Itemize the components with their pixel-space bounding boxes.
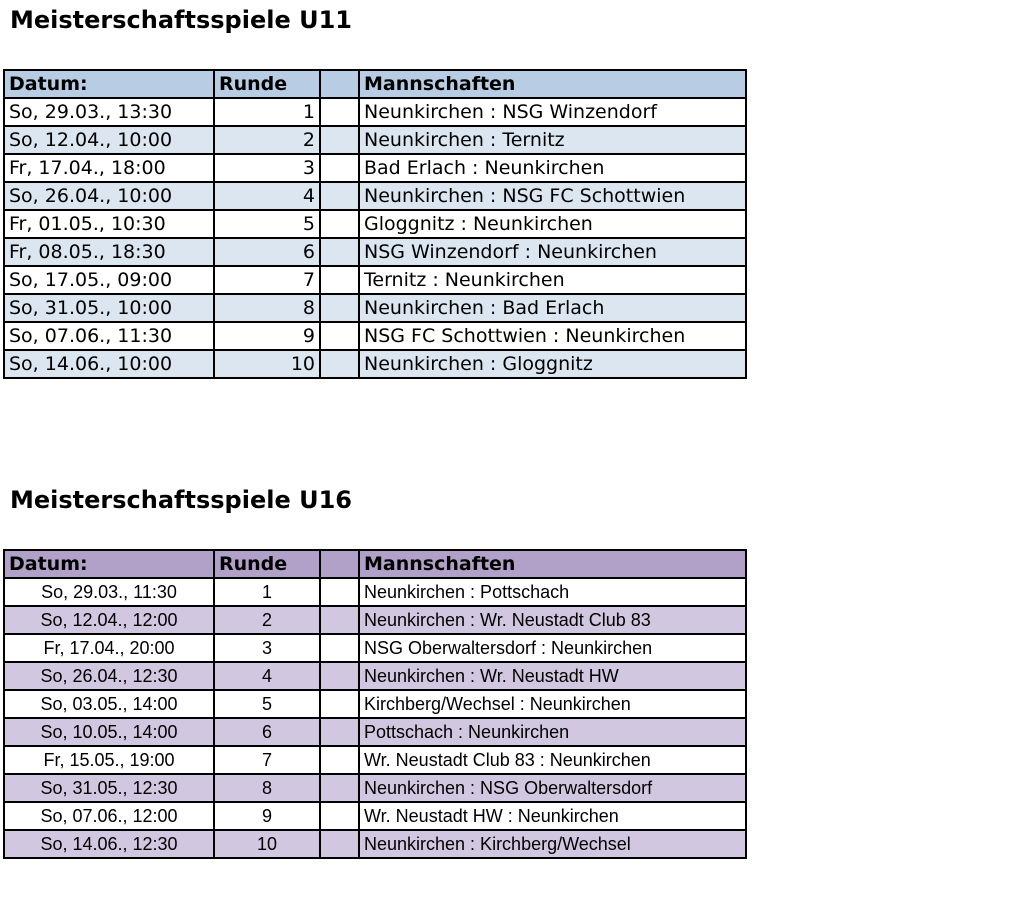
round-cell: 3 xyxy=(214,634,320,662)
header-round: Runde xyxy=(214,550,320,578)
blank-cell xyxy=(320,238,359,266)
table-row xyxy=(4,210,746,238)
teams-cell: Neunkirchen : Gloggnitz xyxy=(359,350,746,378)
date-cell: So, 03.05., 14:00 xyxy=(4,690,214,718)
round-cell: 7 xyxy=(214,746,320,774)
round-cell: 6 xyxy=(214,238,320,266)
header-date: Datum: xyxy=(4,70,214,98)
round-cell: 5 xyxy=(214,690,320,718)
header-date: Datum: xyxy=(4,550,214,578)
date-cell: So, 12.04., 12:00 xyxy=(4,606,214,634)
blank-cell xyxy=(320,182,359,210)
blank-cell xyxy=(320,606,359,634)
round-cell: 9 xyxy=(214,802,320,830)
date-cell: Fr, 01.05., 10:30 xyxy=(4,210,214,238)
blank-cell xyxy=(320,634,359,662)
u16-title: Meisterschaftsspiele U16 xyxy=(10,486,352,514)
teams-cell: Neunkirchen : NSG Oberwaltersdorf xyxy=(359,774,746,802)
table-row xyxy=(4,718,746,746)
round-cell: 8 xyxy=(214,294,320,322)
date-cell: So, 29.03., 11:30 xyxy=(4,578,214,606)
date-cell: Fr, 08.05., 18:30 xyxy=(4,238,214,266)
teams-cell: Neunkirchen : Wr. Neustadt HW xyxy=(359,662,746,690)
teams-cell: Neunkirchen : NSG FC Schottwien xyxy=(359,182,746,210)
blank-cell xyxy=(320,802,359,830)
round-cell: 2 xyxy=(214,126,320,154)
date-cell: So, 26.04., 10:00 xyxy=(4,182,214,210)
round-cell: 8 xyxy=(214,774,320,802)
teams-cell: NSG Winzendorf : Neunkirchen xyxy=(359,238,746,266)
teams-cell: NSG FC Schottwien : Neunkirchen xyxy=(359,322,746,350)
table-row xyxy=(4,126,746,154)
round-cell: 6 xyxy=(214,718,320,746)
date-cell: So, 31.05., 10:00 xyxy=(4,294,214,322)
blank-cell xyxy=(320,718,359,746)
table-row xyxy=(4,350,746,378)
date-cell: So, 07.06., 12:00 xyxy=(4,802,214,830)
header-teams: Mannschaften xyxy=(359,70,746,98)
teams-cell: Wr. Neustadt HW : Neunkirchen xyxy=(359,802,746,830)
date-cell: So, 07.06., 11:30 xyxy=(4,322,214,350)
teams-cell: Wr. Neustadt Club 83 : Neunkirchen xyxy=(359,746,746,774)
teams-cell: Neunkirchen : Wr. Neustadt Club 83 xyxy=(359,606,746,634)
table-header-row xyxy=(4,550,746,578)
header-blank xyxy=(320,550,359,578)
blank-cell xyxy=(320,830,359,858)
date-cell: So, 14.06., 10:00 xyxy=(4,350,214,378)
blank-cell xyxy=(320,746,359,774)
u16-schedule-table xyxy=(3,549,747,859)
header-blank xyxy=(320,70,359,98)
date-cell: So, 31.05., 12:30 xyxy=(4,774,214,802)
date-cell: So, 10.05., 14:00 xyxy=(4,718,214,746)
u16-rows xyxy=(4,578,746,858)
table-row xyxy=(4,578,746,606)
table-row xyxy=(4,238,746,266)
blank-cell xyxy=(320,662,359,690)
date-cell: So, 26.04., 12:30 xyxy=(4,662,214,690)
date-cell: So, 17.05., 09:00 xyxy=(4,266,214,294)
table-row xyxy=(4,830,746,858)
round-cell: 7 xyxy=(214,266,320,294)
table-row xyxy=(4,182,746,210)
table-row xyxy=(4,634,746,662)
u11-schedule-table xyxy=(3,69,747,379)
round-cell: 10 xyxy=(214,350,320,378)
teams-cell: Neunkirchen : Pottschach xyxy=(359,578,746,606)
blank-cell xyxy=(320,266,359,294)
round-cell: 9 xyxy=(214,322,320,350)
table-row xyxy=(4,266,746,294)
teams-cell: Neunkirchen : Kirchberg/Wechsel xyxy=(359,830,746,858)
date-cell: So, 29.03., 13:30 xyxy=(4,98,214,126)
header-teams: Mannschaften xyxy=(359,550,746,578)
blank-cell xyxy=(320,690,359,718)
date-cell: So, 14.06., 12:30 xyxy=(4,830,214,858)
blank-cell xyxy=(320,350,359,378)
table-header-row xyxy=(4,70,746,98)
teams-cell: Neunkirchen : Ternitz xyxy=(359,126,746,154)
table-row xyxy=(4,802,746,830)
date-cell: Fr, 17.04., 18:00 xyxy=(4,154,214,182)
table-row xyxy=(4,98,746,126)
table-row xyxy=(4,294,746,322)
blank-cell xyxy=(320,126,359,154)
blank-cell xyxy=(320,322,359,350)
teams-cell: Kirchberg/Wechsel : Neunkirchen xyxy=(359,690,746,718)
table-row xyxy=(4,606,746,634)
teams-cell: Gloggnitz : Neunkirchen xyxy=(359,210,746,238)
round-cell: 10 xyxy=(214,830,320,858)
teams-cell: Ternitz : Neunkirchen xyxy=(359,266,746,294)
date-cell: Fr, 15.05., 19:00 xyxy=(4,746,214,774)
blank-cell xyxy=(320,210,359,238)
teams-cell: Pottschach : Neunkirchen xyxy=(359,718,746,746)
table-row xyxy=(4,690,746,718)
round-cell: 2 xyxy=(214,606,320,634)
u11-rows xyxy=(4,98,746,378)
table-row xyxy=(4,154,746,182)
round-cell: 3 xyxy=(214,154,320,182)
table-row xyxy=(4,746,746,774)
teams-cell: Neunkirchen : NSG Winzendorf xyxy=(359,98,746,126)
round-cell: 4 xyxy=(214,182,320,210)
blank-cell xyxy=(320,294,359,322)
round-cell: 1 xyxy=(214,578,320,606)
teams-cell: NSG Oberwaltersdorf : Neunkirchen xyxy=(359,634,746,662)
u11-title: Meisterschaftsspiele U11 xyxy=(10,6,352,34)
table-row xyxy=(4,662,746,690)
blank-cell xyxy=(320,98,359,126)
table-row xyxy=(4,774,746,802)
blank-cell xyxy=(320,154,359,182)
header-round: Runde xyxy=(214,70,320,98)
blank-cell xyxy=(320,774,359,802)
date-cell: So, 12.04., 10:00 xyxy=(4,126,214,154)
round-cell: 4 xyxy=(214,662,320,690)
table-row xyxy=(4,322,746,350)
blank-cell xyxy=(320,578,359,606)
round-cell: 1 xyxy=(214,98,320,126)
date-cell: Fr, 17.04., 20:00 xyxy=(4,634,214,662)
round-cell: 5 xyxy=(214,210,320,238)
teams-cell: Neunkirchen : Bad Erlach xyxy=(359,294,746,322)
teams-cell: Bad Erlach : Neunkirchen xyxy=(359,154,746,182)
